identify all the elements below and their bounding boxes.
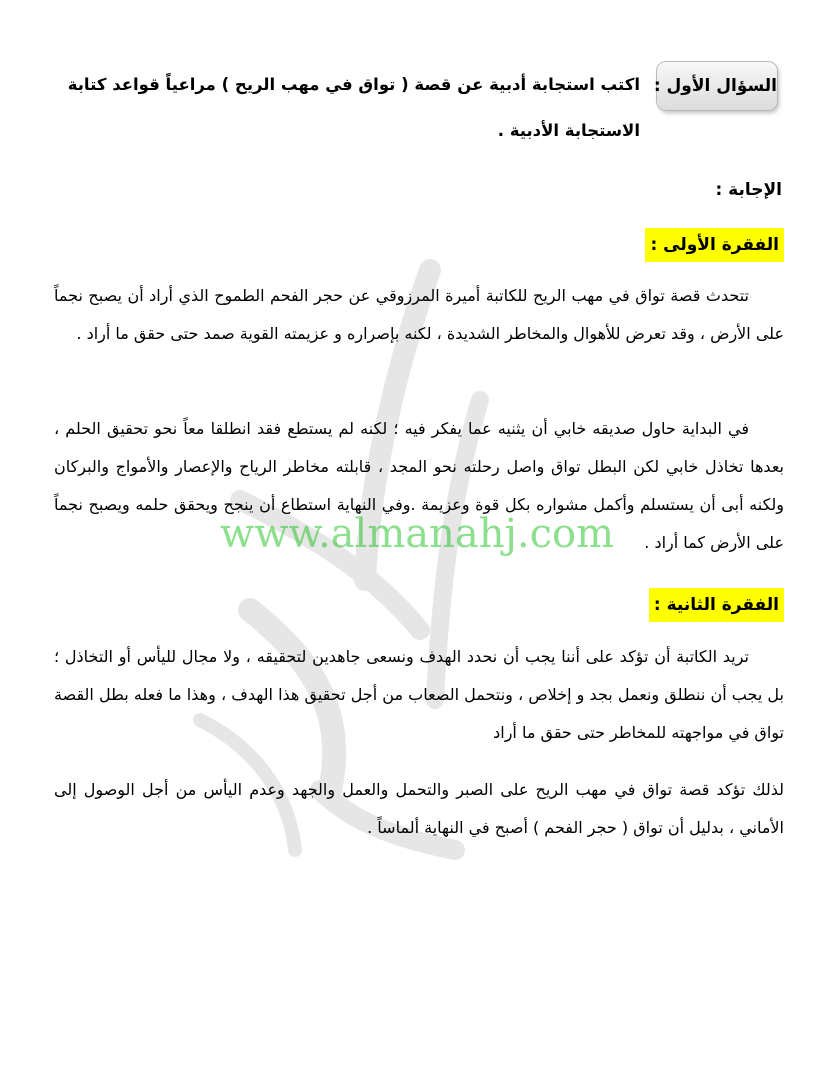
section2-paragraph-1: تريد الكاتبة أن تؤكد على أننا يجب أن نحدد الهدف ونسعى جاهدين لتحقيقه ، ولا مجال لليأس أو التخاذل ؛ بل يجب أن ننطلق ونعمل بجد و إخلاص ، ونتحمل الصعاب من أجل تحقيق هذا الهدف ، وهذا ما فعله بطل القصة تواق في مواجهته للمخاطر حتى حقق ما أراد	[54, 647, 784, 742]
section1-paragraph-2: في البداية حاول صديقه خابي أن يثنيه عما يفكر فيه ؛ لكنه لم يستطع فقد انطلقا معاً نحو تحقيق الحلم ، بعدها تخاذل خابي لكن البطل تواق واصل رحلته نحو المجد ، قابلته مخاطر الرياح والإعصار والأمواج والبركان ولكنه أبى أن يستسلم وأكمل مشواره بكل قوة وعزيمة .وفي النهاية استطاع أن ينجح ويحقق حلمه ويصبح نجماً على الأرض كما أراد .	[54, 419, 784, 552]
question-row	[60, 60, 780, 160]
watermark-url: www.almanahj.com	[220, 511, 615, 557]
section1-paragraph-1: تتحدث قصة تواق في مهب الريح للكاتبة أميرة المرزوقي عن حجر الفحم الطموح الذي أراد أن يصبح نجماً على الأرض ، وقد تعرض للأهوال والمخاطر الشديدة ، لكنه بإصراره و عزيمته القوية صمد حتى حقق ما أراد .	[54, 286, 784, 343]
section2-paragraph-2: لذلك تؤكد قصة تواق في مهب الريح على الصبر والتحمل والعمل والجهد وعدم اليأس من أجل الوصول إلى الأماني ، بدليل أن تواق ( حجر الفحم ) أصبح في النهاية ألماساً .	[54, 780, 784, 837]
question-badge: السؤال الأول :	[657, 62, 777, 110]
section2-heading: الفقرة الثانية :	[649, 588, 784, 622]
answer-label: الإجابة :	[715, 180, 782, 200]
question-text: اكتب استجابة أدبية عن قصة ( تواق في مهب الريح ) مراعياً قواعد كتابة الاستجابة الأدبية .	[67, 75, 640, 140]
section1-heading: الفقرة الأولى :	[645, 228, 784, 262]
